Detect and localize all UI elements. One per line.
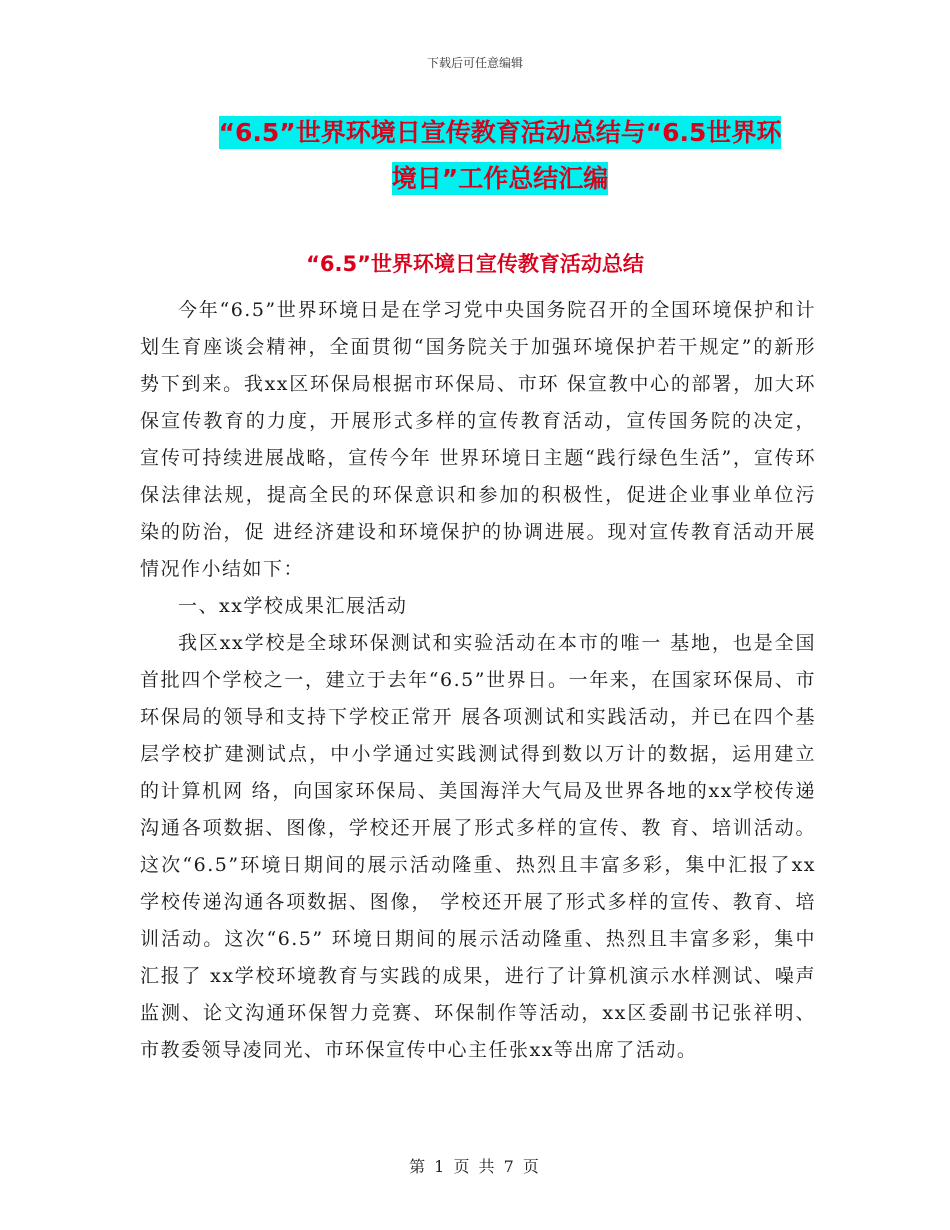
paragraph-intro: 今年“6.5”世界环境日是在学习党中央国务院召开的全国环境保护和计划生育座谈会精神，全面贯彻“国务院关于加强环境保护若干规定”的新形势下到来。我xx区环保局根据市环保局、市环 保宣教中心的部署，加大环保宣传教育的力度，开展形式多样的宣传教育活动，宣传国务院的决定，宣传可持续进展战略，宣传今年 世界环境日主题“践行绿色生活”，宣传环保法律法规，提高全民的环保意识和参加的积极性，促进企业事业单位污染的防治，促 进经济建设和环境保护的协调进展。现对宣传教育活动开展情况作小结如下：: [140, 299, 816, 580]
paragraph-school: 我区xx学校是全球环保测试和实验活动在本市的唯一 基地，也是全国首批四个学校之一，建立于去年“6.5”世界日。一年来，在国家环保局、市环保局的领导和支持下学校正常开 展各项测试和实践活动，并已在四个基层学校扩建测试点，中小学通过实践测试得到数以万计的数据，运用建立的计算机网 络，向国家环保局、美国海洋大气局及世界各地的xx学校传递沟通各项数据、图像，学校还开展了形式多样的宣传、教 育、培训活动。这次“6.5”环境日期间的展示活动隆重、热烈且丰富多彩，集中汇报了xx学校传递沟通各项数据、图像， 学校还开展了形式多样的宣传、教育、培训活动。这次“6.5” 环境日期间的展示活动隆重、热烈且丰富多彩，集中汇报了 xx学校环境教育与实践的成果，进行了计算机演示水样测试、噪声监测、论文沟通环保智力竞赛、环保制作等活动，xx区委副书记张祥明、市教委领导凌同光、市环保宣传中心主任张xx等出席了活动。: [140, 632, 816, 1061]
subheading-school-exhibition: 一、xx学校成果汇展活动: [178, 595, 408, 617]
document-title: [190, 110, 810, 202]
header-note: 下载后可任意编辑: [426, 56, 523, 70]
page-footer: 第 1 页 共 7 页: [409, 1157, 541, 1176]
title-line-2: 境日”工作总结汇编: [391, 164, 609, 193]
body-text: [140, 292, 816, 1069]
section-title: “6.5”世界环境日宣传教育活动总结: [306, 252, 644, 276]
title-line-1: “6.5”世界环境日宣传教育活动总结与“6.5世界环: [218, 118, 782, 147]
